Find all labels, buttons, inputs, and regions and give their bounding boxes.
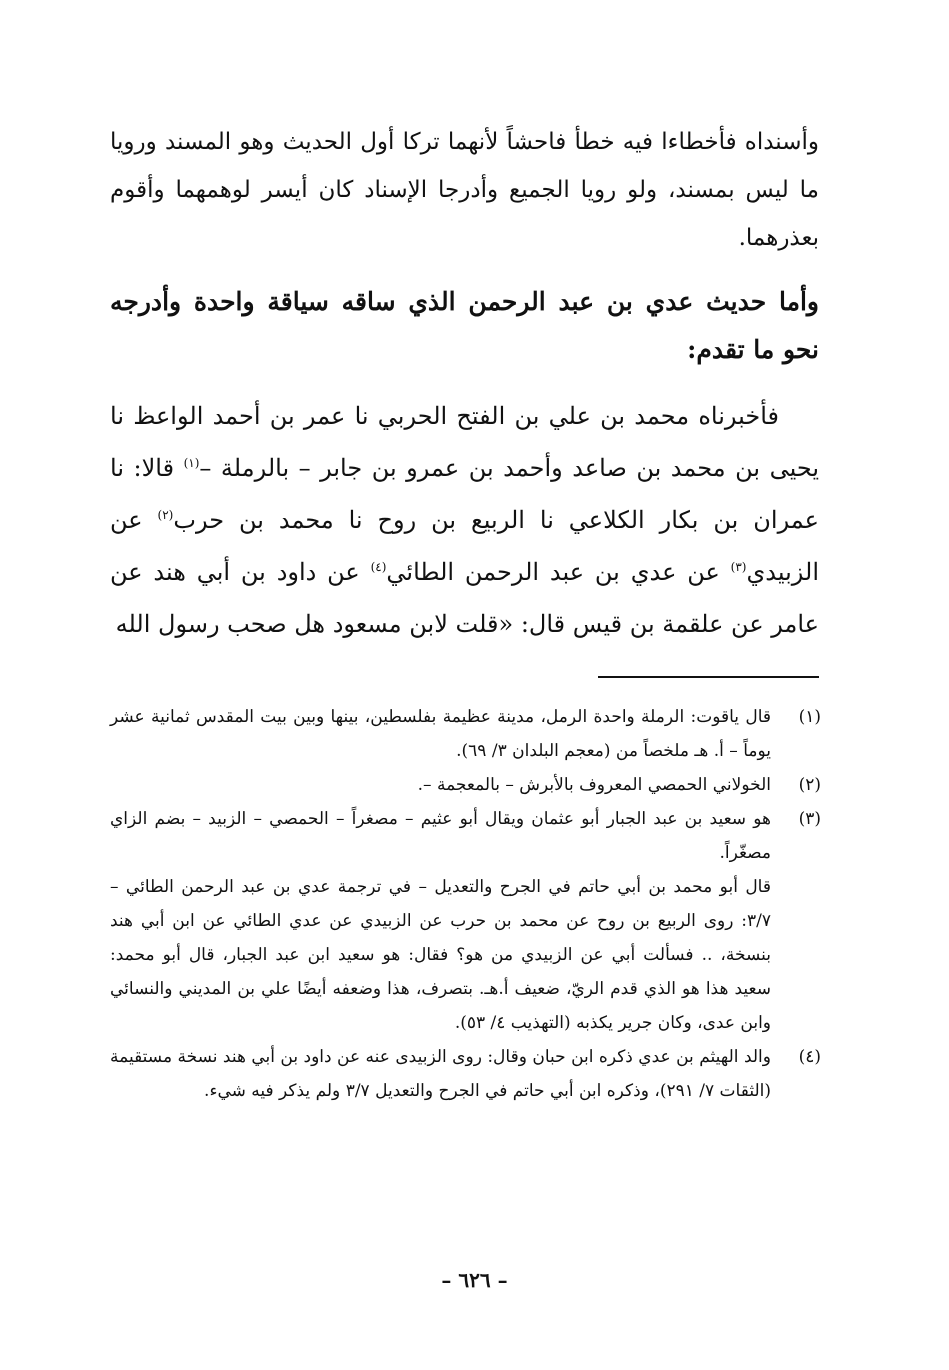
footnote-ref-4[interactable]: (٤) [370,560,387,574]
para2-text-4: عن عدي بن عبد الرحمن الطائي [386,558,731,586]
body-paragraph-2 [110,390,819,650]
para2-text-3: عن الزبيدي [110,506,819,586]
para2-text-5: عن داود بن أبي هند عن عامر عن علقمة بن قيس قال: «قلت لابن مسعود هل صحب رسول الله [110,558,819,638]
footnote-3 [110,802,821,1040]
section-heading: وأما حديث عدي بن عبد الرحمن الذي ساقه سياقة واحدة وأدرجه نحو ما تقدم: [110,287,819,364]
body-paragraph-1: وأسنداه فأخطاءا فيه خطأ فاحشاً لأنهما تركا أول الحديث وهو المسند ورويا ما ليس بمسند، ولو رويا الجميع وأدرجا الإسناد كان أيسر لوهمهما وأقوم بعذرهما. [110,129,819,251]
para2-text-1: فأخبرناه محمد بن علي بن الفتح الحربي نا عمر بن أحمد الواعظ نا يحيى بن محمد بن صاعد وأحمد بن عمرو بن جابر – بالرملة – [110,402,820,482]
footnote-ref-2[interactable]: (٢) [157,508,174,522]
footnote-4 [110,1040,821,1108]
footnote-ref-3[interactable]: (٣) [730,560,747,574]
footnote-text: والد الهيثم بن عدي ذكره ابن حبان وقال: روى الزبيدى عنه عن داود بن أبي هند نسخة مستقيمة (الثقات ٧/ ٢٩١)، وذكره ابن أبي حاتم في الجرح والتعديل ٣/٧ ولم يذكر فيه شيء. [110,1047,771,1101]
footnote-number: (٣) [798,809,821,829]
footnote-text: قال ياقوت: الرملة واحدة الرمل، مدينة عظيمة بفلسطين، بينها وبين بيت المقدس ثمانية عشر يوماً – أ. هـ ملخصاً من (معجم البلدان ٣/ ٦٩). [110,707,771,761]
footnote-text: قال أبو محمد بن أبي حاتم في الجرح والتعديل – في ترجمة عدي بن عبد الرحمن الطائي – ٣/٧: روى الربيع بن روح عن محمد بن حرب عن الزبيدي عن عدي الطائي عن ابن أبي هند بنسخة، .. فسألت أبي عن الزبيدي من هو؟ فقال: هو سعيد ابن عبد الجبار، قال أبو محمد: سعيد هذا هو الذي قدم الريّ، ضعيف أ.هـ. بتصرف، هذا وضعفه أيضًا علي بن المديني والنسائي وابن عدى، وكان جرير يكذبه (التهذيب ٤/ ٥٣). [110,877,771,1033]
para2-text-2: قالا: نا عمران بن بكار الكلاعي نا الربيع بن روح نا محمد بن حرب [110,454,820,534]
page-number: – ٦٢٦ – [441,1268,508,1292]
footnote-text: هو سعيد بن عبد الجبار أبو عثمان ويقال أبو عثيم – مصغراً – الحمصي – الزبيد – بضم الزاي مصغّراً. [110,809,771,863]
footnote-divider [598,676,819,678]
footnote-text: الخولاني الحمصي المعروف بالأبرش – بالمعجمة –. [417,775,771,795]
footnote-number: (١) [798,707,821,727]
footnote-2 [110,768,821,802]
footnote-ref-1[interactable]: (١) [183,456,200,470]
footnote-number: (٢) [798,775,821,795]
footnotes [110,700,821,1108]
footnote-1 [110,700,821,768]
footnote-number: (٤) [798,1047,821,1067]
